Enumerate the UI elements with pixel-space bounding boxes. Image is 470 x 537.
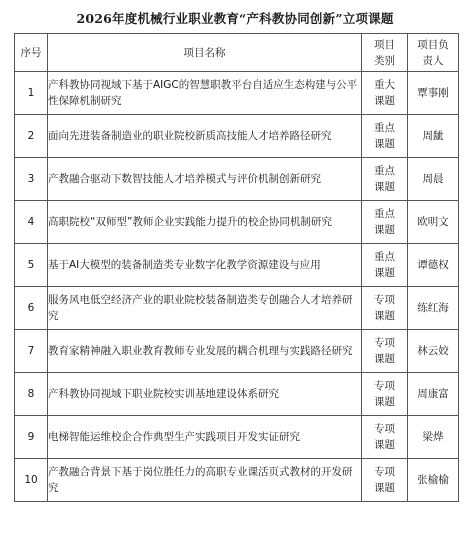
project-name: 教育家精神融入职业教育教师专业发展的耦合机理与实践路径研究 <box>48 330 362 373</box>
category-line1: 专项 <box>374 423 395 435</box>
projects-table <box>14 33 459 502</box>
table-row <box>15 158 459 201</box>
project-lead: 林云姣 <box>408 330 459 373</box>
row-number: 2 <box>15 115 48 158</box>
project-name: 产教融合背景下基于岗位胜任力的高职专业课活页式教材的开发研究 <box>48 459 362 502</box>
category-line2: 课题 <box>374 224 395 236</box>
row-number: 3 <box>15 158 48 201</box>
project-lead: 练红海 <box>408 287 459 330</box>
page-title: 2026年度机械行业职业教育“产科教协同创新”立项课题 <box>76 11 394 26</box>
project-lead: 周康富 <box>408 373 459 416</box>
row-number: 5 <box>15 244 48 287</box>
header-lead-line2: 责人 <box>422 54 444 67</box>
project-category <box>362 373 408 416</box>
category-line1: 重点 <box>374 165 395 177</box>
project-category <box>362 244 408 287</box>
table-row <box>15 373 459 416</box>
category-line1: 重点 <box>374 208 395 220</box>
table-row <box>15 244 459 287</box>
category-line1: 重点 <box>374 122 395 134</box>
project-name: 产科教协同视域下基于AIGC的智慧职教平台自适应生态构建与公平性保障机制研究 <box>48 72 362 115</box>
table-row <box>15 115 459 158</box>
project-category <box>362 459 408 502</box>
project-lead: 欧明文 <box>408 201 459 244</box>
category-line2: 课题 <box>374 138 395 150</box>
project-lead: 周晨 <box>408 158 459 201</box>
project-name: 面向先进装备制造业的职业院校新质高技能人才培养路径研究 <box>48 115 362 158</box>
project-lead: 周龇 <box>408 115 459 158</box>
category-line1: 重大 <box>374 79 395 91</box>
row-number: 7 <box>15 330 48 373</box>
project-lead: 谭德权 <box>408 244 459 287</box>
row-number: 10 <box>15 459 48 502</box>
project-category <box>362 72 408 115</box>
row-number: 1 <box>15 72 48 115</box>
category-line2: 课题 <box>374 482 395 494</box>
row-number: 4 <box>15 201 48 244</box>
row-number: 9 <box>15 416 48 459</box>
project-name: 产科教协同视域下职业院校实训基地建设体系研究 <box>48 373 362 416</box>
project-name: 高职院校“双师型”教师企业实践能力提升的校企协同机制研究 <box>48 201 362 244</box>
table-row <box>15 416 459 459</box>
header-category-line2: 类别 <box>374 54 395 67</box>
category-line2: 课题 <box>374 95 395 107</box>
category-line2: 课题 <box>374 267 395 279</box>
category-line2: 课题 <box>374 181 395 193</box>
table-row <box>15 459 459 502</box>
category-line1: 专项 <box>374 466 395 478</box>
header-name: 项目名称 <box>48 34 362 72</box>
header-category-line1: 项目 <box>374 38 395 51</box>
header-lead-line1: 项目负 <box>417 38 449 51</box>
row-number: 6 <box>15 287 48 330</box>
project-category <box>362 330 408 373</box>
project-lead: 梁烨 <box>408 416 459 459</box>
project-category <box>362 416 408 459</box>
project-category <box>362 115 408 158</box>
header-no: 序号 <box>15 34 48 72</box>
project-name: 产教融合驱动下数智技能人才培养模式与评价机制创新研究 <box>48 158 362 201</box>
header-lead <box>408 34 459 72</box>
category-line2: 课题 <box>374 396 395 408</box>
project-lead: 张榆榆 <box>408 459 459 502</box>
category-line2: 课题 <box>374 310 395 322</box>
project-name: 服务风电低空经济产业的职业院校装备制造类专创融合人才培养研究 <box>48 287 362 330</box>
table-row <box>15 287 459 330</box>
project-lead: 覃事刚 <box>408 72 459 115</box>
table-row <box>15 330 459 373</box>
project-category <box>362 287 408 330</box>
table-row <box>15 201 459 244</box>
category-line1: 重点 <box>374 251 395 263</box>
project-category <box>362 201 408 244</box>
project-category <box>362 158 408 201</box>
category-line2: 课题 <box>374 439 395 451</box>
category-line1: 专项 <box>374 337 395 349</box>
table-row <box>15 72 459 115</box>
category-line1: 专项 <box>374 294 395 306</box>
project-name: 电梯智能运维校企合作典型生产实践项目开发实证研究 <box>48 416 362 459</box>
row-number: 8 <box>15 373 48 416</box>
category-line1: 专项 <box>374 380 395 392</box>
table-header-row <box>15 34 459 72</box>
category-line2: 课题 <box>374 353 395 365</box>
project-name: 基于AI大模型的装备制造类专业数字化教学资源建设与应用 <box>48 244 362 287</box>
header-category <box>362 34 408 72</box>
